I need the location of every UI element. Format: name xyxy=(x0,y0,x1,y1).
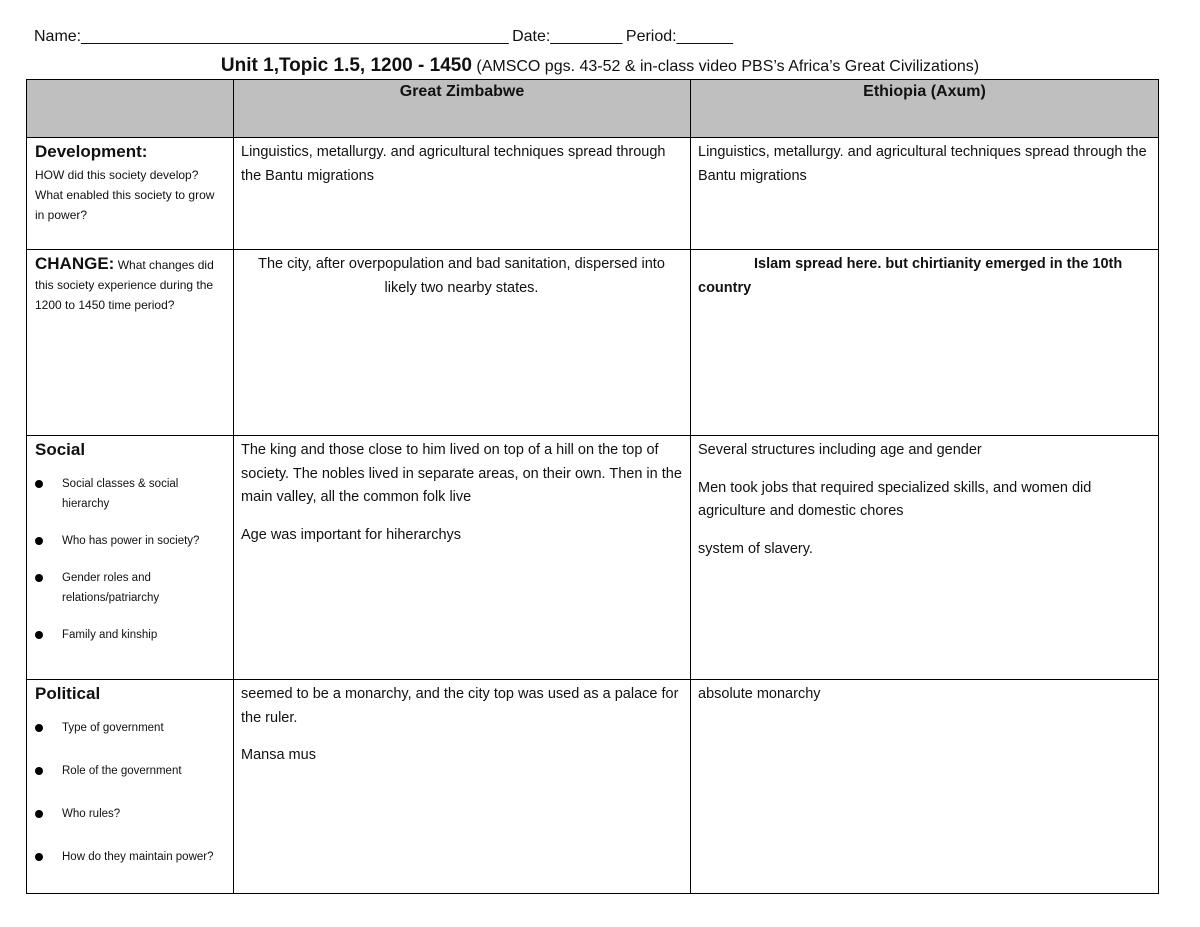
political-ethiopia-cell[interactable]: absolute monarchy xyxy=(691,680,1159,894)
period-field[interactable]: _______ xyxy=(676,28,732,45)
list-item: Type of government xyxy=(35,718,227,738)
social-zimbabwe-cell[interactable]: The king and those close to him lived on top of a hill on the top of society. The nobles lived in separate areas, on their own. Then in the main valley, all the common folk live Age was important for hiherarchys xyxy=(234,436,691,680)
date-field[interactable]: _________ xyxy=(550,28,622,45)
list-item: Who rules? xyxy=(35,804,227,824)
list-item: Family and kinship xyxy=(35,625,227,645)
development-zimbabwe-cell[interactable]: Linguistics, metallurgy. and agricultural techniques spread through the Bantu migrations xyxy=(234,138,691,250)
change-description: What changes did this society experience during the 1200 to 1450 time period? xyxy=(35,258,214,312)
social-ethiopia-cell[interactable]: Several structures including age and gender Men took jobs that required specialized skills, and women did agriculture and domestic chores system of slavery. xyxy=(691,436,1159,680)
political-label: Political xyxy=(35,684,101,703)
row-label-development xyxy=(27,138,234,250)
social-bullet-list xyxy=(35,474,227,645)
list-item: Gender roles and relations/patriarchy xyxy=(35,568,227,608)
change-zimbabwe-cell[interactable]: The city, after overpopulation and bad sanitation, dispersed into likely two nearby states. xyxy=(234,250,691,436)
row-label-change xyxy=(27,250,234,436)
worksheet-title xyxy=(0,55,1200,77)
header-ethiopia: Ethiopia (Axum) xyxy=(691,80,1159,138)
table-row-development xyxy=(27,138,1159,250)
bullet-icon xyxy=(35,480,43,488)
comparison-table xyxy=(26,79,1159,894)
title-main: Unit 1,Topic 1.5, 1200 - 1450 xyxy=(220,55,472,76)
bullet-icon xyxy=(35,631,43,639)
bullet-icon xyxy=(35,810,43,818)
social-label: Social xyxy=(35,440,86,459)
list-item: Role of the government xyxy=(35,761,227,781)
list-item: Social classes & social hierarchy xyxy=(35,474,227,514)
development-description: HOW did this society develop? What enabled this society to grow in power? xyxy=(35,168,215,222)
header-empty-cell xyxy=(27,80,234,138)
table-header-row xyxy=(27,80,1159,138)
table-row-change xyxy=(27,250,1159,436)
row-label-political xyxy=(27,680,234,894)
bullet-icon xyxy=(35,537,43,545)
political-bullet-list xyxy=(35,718,227,867)
period-label: Period: xyxy=(625,28,677,45)
bullet-icon xyxy=(35,724,43,732)
table-row-social xyxy=(27,436,1159,680)
change-label: CHANGE: xyxy=(35,254,115,273)
table-row-political xyxy=(27,680,1159,894)
title-sub: (AMSCO pgs. 43-52 & in-class video PBS’s Africa’s Great Civilizations) xyxy=(476,58,980,75)
bullet-icon xyxy=(35,767,43,775)
list-item: Who has power in society? xyxy=(35,531,227,551)
date-label: Date: xyxy=(512,28,551,45)
political-zimbabwe-cell[interactable]: seemed to be a monarchy, and the city top was used as a palace for the ruler. Mansa mus xyxy=(234,680,691,894)
header-line xyxy=(34,28,1154,46)
header-great-zimbabwe: Great Zimbabwe xyxy=(234,80,691,138)
development-ethiopia-cell[interactable]: Linguistics, metallurgy. and agricultural techniques spread through the Bantu migrations xyxy=(691,138,1159,250)
row-label-social xyxy=(27,436,234,680)
bullet-icon xyxy=(35,574,43,582)
bullet-icon xyxy=(35,853,43,861)
development-label: Development: xyxy=(35,142,148,161)
change-text xyxy=(35,254,227,315)
list-item: How do they maintain power? xyxy=(35,847,227,867)
name-field[interactable]: ______________________________________________________ xyxy=(81,28,508,45)
change-ethiopia-cell[interactable]: Islam spread here. but chirtianity emerged in the 10th country xyxy=(691,250,1159,436)
name-label: Name: xyxy=(34,28,82,45)
